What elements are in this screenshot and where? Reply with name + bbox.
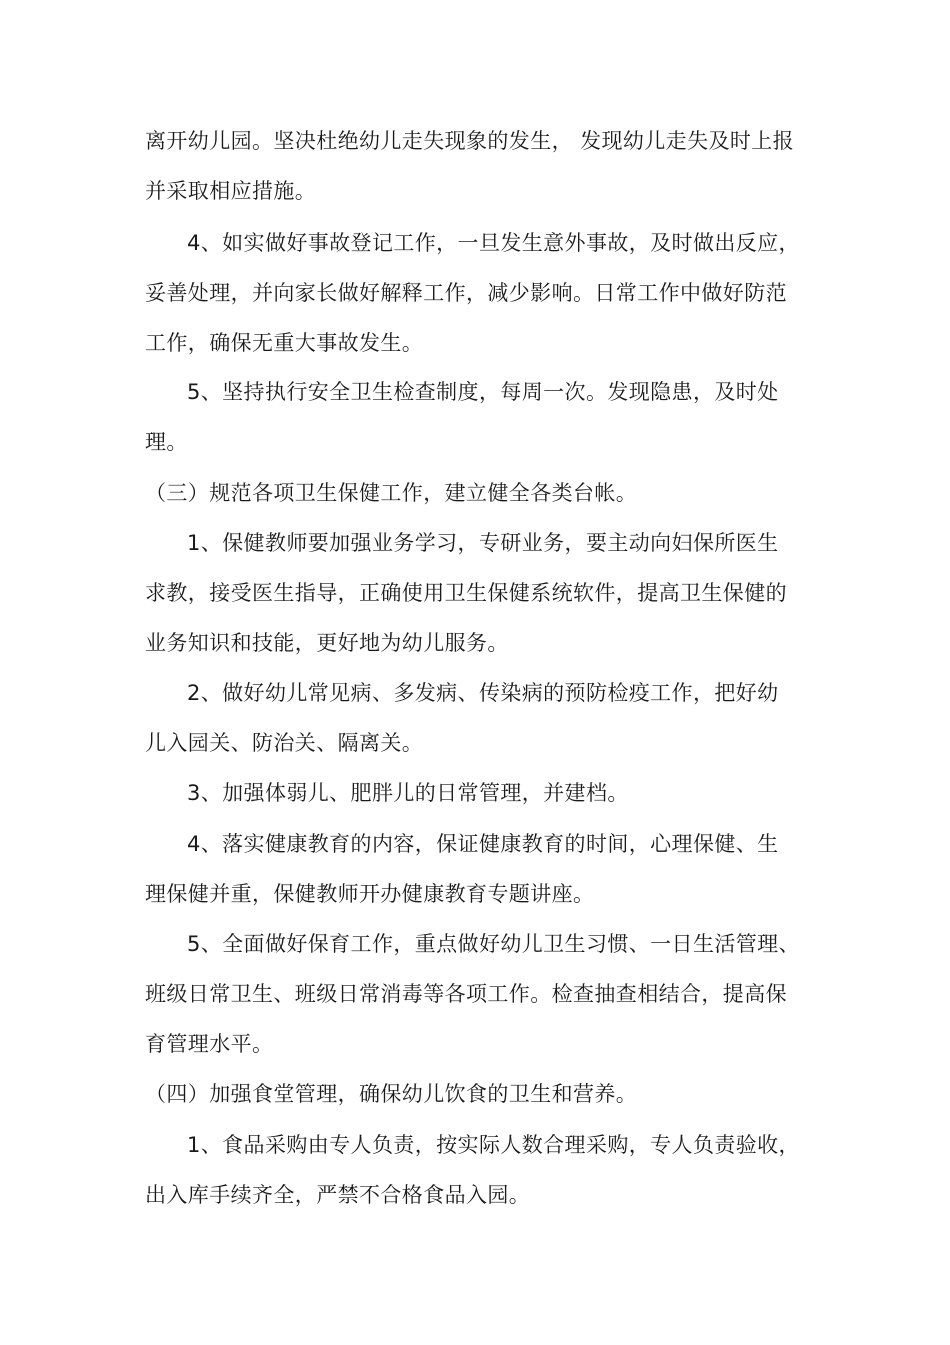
text-line: 班级日常卫生、班级日常消毒等各项工作。检查抽查相结合，提高保 (145, 982, 787, 1006)
text-line: 离开幼儿园。坚决杜绝幼儿走失现象的发生， 发现幼儿走失及时上报 (145, 129, 795, 153)
text-line: 5、全面做好保育工作，重点做好幼儿卫生习惯、一日生活管理、 (187, 932, 800, 956)
text-line: 1、食品采购由专人负责，按实际人数合理采购，专人负责验收， (187, 1133, 800, 1157)
text-line: 2、做好幼儿常见病、多发病、传染病的预防检疫工作，把好幼 (187, 681, 779, 705)
text-line: 儿入园关、防治关、隔离关。 (145, 731, 424, 755)
text-line: 理。 (145, 430, 188, 454)
text-line: 3、加强体弱儿、肥胖儿的日常管理，并建档。 (187, 781, 629, 805)
text-line: 4、如实做好事故登记工作，一旦发生意外事故，及时做出反应， (187, 231, 800, 255)
section-heading: （四）加强食堂管理，确保幼儿饮食的卫生和营养。 (145, 1082, 638, 1106)
text-line: 妥善处理，并向家长做好解释工作，减少影响。日常工作中做好防范 (145, 281, 787, 305)
text-line: 4、落实健康教育的内容，保证健康教育的时间，心理保健、生 (187, 832, 779, 856)
text-line: 出入库手续齐全，严禁不合格食品入园。 (145, 1183, 531, 1207)
text-line: 育管理水平。 (145, 1032, 274, 1056)
text-line: 并采取相应措施。 (145, 179, 317, 203)
text-line: 工作，确保无重大事故发生。 (145, 331, 424, 355)
text-line: 业务知识和技能，更好地为幼儿服务。 (145, 631, 509, 655)
text-line: 5、坚持执行安全卫生检查制度，每周一次。发现隐患，及时处 (187, 380, 779, 404)
text-line: 1、保健教师要加强业务学习，专研业务，要主动向妇保所医生 (187, 531, 779, 555)
text-line: 理保健并重，保健教师开办健康教育专题讲座。 (145, 882, 595, 906)
text-line: 求教，接受医生指导，正确使用卫生保健系统软件，提高卫生保健的 (145, 581, 787, 605)
section-heading: （三）规范各项卫生保健工作，建立健全各类台帐。 (145, 481, 638, 505)
